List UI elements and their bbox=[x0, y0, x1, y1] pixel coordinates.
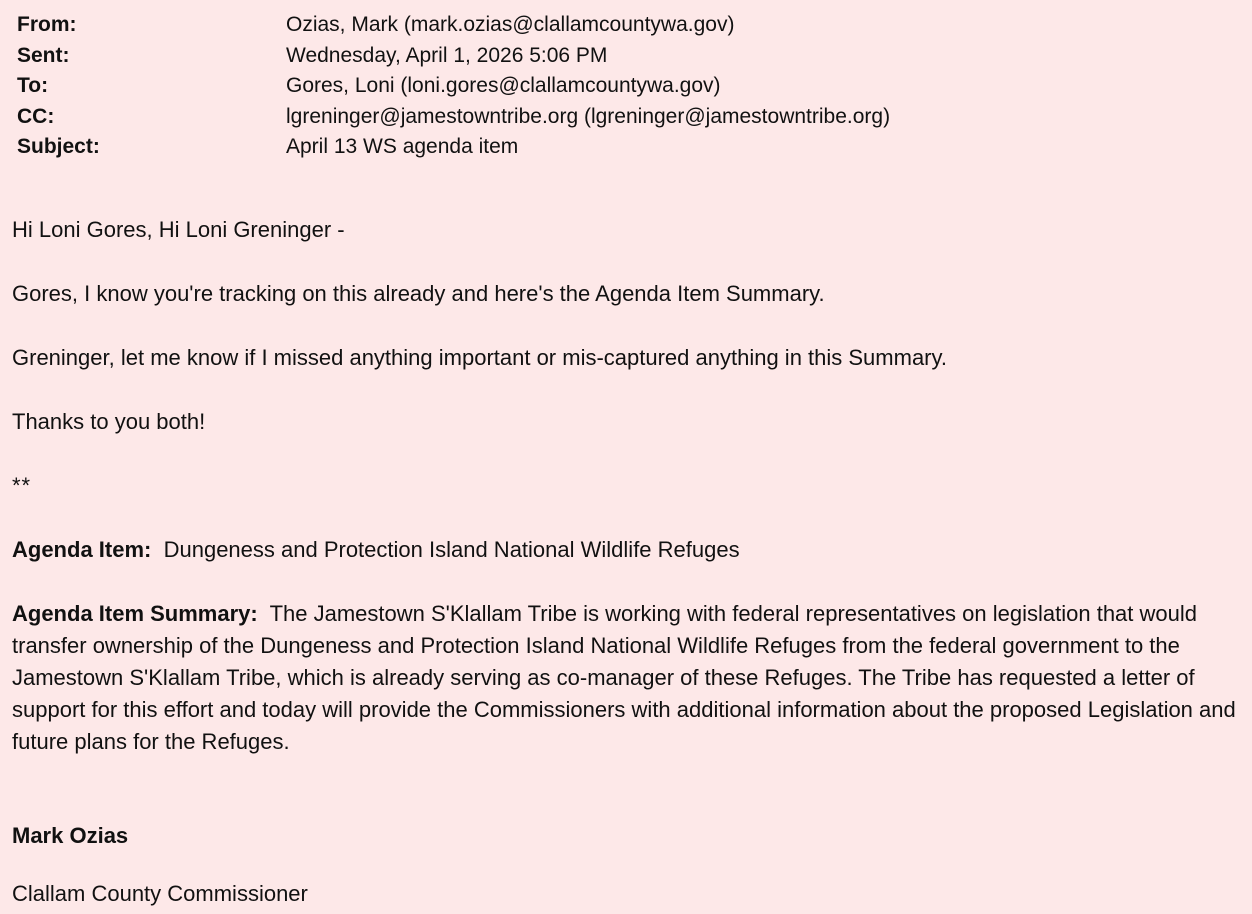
agenda-summary bbox=[12, 598, 1237, 758]
separator: ** bbox=[12, 473, 32, 498]
email-header bbox=[17, 10, 1217, 163]
sent-label: Sent: bbox=[17, 43, 70, 67]
signature-title: Clallam County Commissioner bbox=[12, 881, 308, 906]
subject-label: Subject: bbox=[17, 135, 100, 159]
to-label: To: bbox=[17, 74, 49, 98]
agenda-item-value: Dungeness and Protection Island National Wildlife Refuges bbox=[163, 537, 740, 562]
cc-label: CC: bbox=[17, 104, 55, 128]
from-row bbox=[17, 10, 1217, 41]
to-row bbox=[17, 71, 1217, 102]
from-value: Ozias, Mark (mark.ozias@clallamcountywa.gov) bbox=[286, 13, 735, 37]
subject-value: April 13 WS agenda item bbox=[286, 135, 519, 159]
agenda-summary-text: The Jamestown S'Klallam Tribe is working with federal representatives on legislation that would transfer ownership of the Dungeness and Protection Island National Wildlife Refuges from the federal government to the Jamestown S'Klallam Tribe, which is already serving as co-manager of these Refuges. The Tribe has requested a letter of support for this effort and today will provide the Commissioners with additional information about the proposed Legislation and future plans for the Refuges. bbox=[12, 601, 1236, 754]
signature-name: Mark Ozias bbox=[12, 823, 129, 848]
cc-row bbox=[17, 102, 1217, 133]
from-label: From: bbox=[17, 13, 77, 37]
greeting: Hi Loni Gores, Hi Loni Greninger - bbox=[12, 217, 345, 242]
agenda-item bbox=[12, 534, 1237, 566]
paragraph-gores: Gores, I know you're tracking on this already and here's the Agenda Item Summary. bbox=[12, 281, 825, 306]
to-value: Gores, Loni (loni.gores@clallamcountywa.gov) bbox=[286, 74, 721, 98]
thanks-line: Thanks to you both! bbox=[12, 409, 206, 434]
paragraph-greninger: Greninger, let me know if I missed anything important or mis-captured anything in this Summary. bbox=[12, 345, 947, 370]
agenda-summary-label: Agenda Item Summary: bbox=[12, 601, 258, 626]
email-body bbox=[12, 214, 1237, 910]
subject-row bbox=[17, 132, 1217, 163]
sent-value: Wednesday, April 1, 2026 5:06 PM bbox=[286, 43, 608, 67]
agenda-item-label: Agenda Item: bbox=[12, 537, 152, 562]
cc-value: lgreninger@jamestowntribe.org (lgreninger@jamestowntribe.org) bbox=[286, 104, 891, 128]
sent-row bbox=[17, 41, 1217, 72]
